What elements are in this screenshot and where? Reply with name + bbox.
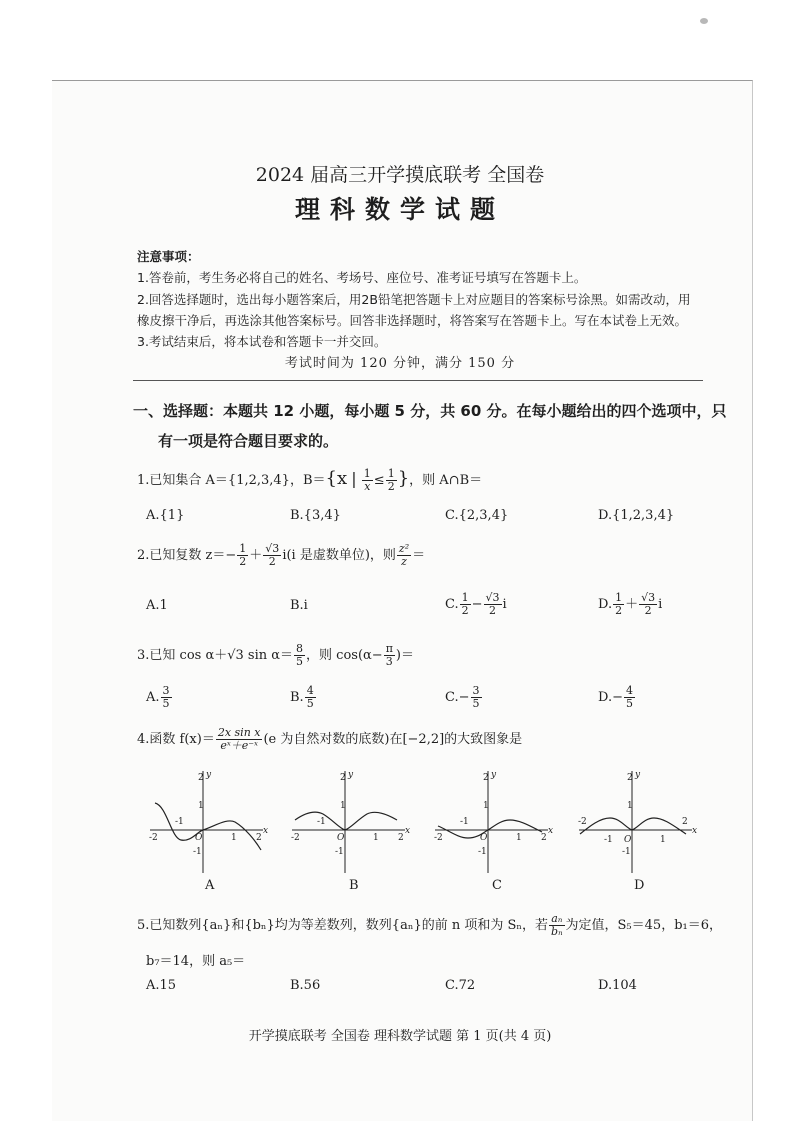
- graph-b: [287, 768, 412, 878]
- exam-subject-title: 理科数学试题: [294, 195, 505, 224]
- q1-option-c: C.{2,3,4}: [445, 508, 509, 523]
- svg-text:-2: -2: [578, 817, 587, 827]
- graph-a-axes: [150, 771, 263, 873]
- q3-option-c: C.− $\frac{3}{5}$: [445, 684, 480, 710]
- svg-text:x: x: [548, 826, 554, 836]
- tick-x-2: 2: [256, 833, 262, 843]
- graph-b-label: B: [349, 878, 359, 893]
- tick-y-2: 2: [198, 773, 204, 783]
- svg-text:1: 1: [660, 835, 666, 845]
- question-1: 1.已知集合 A＝{1,2,3,4}，B＝{x | $\frac{1}{x}$ ≤ $\frac{1}{2}$ }，则 A∩B＝: [137, 467, 483, 493]
- scan-speck: [700, 18, 708, 24]
- q2-option-c: C. $\frac{1}{2}$ − $\frac{√3}{2}$ i: [445, 591, 507, 617]
- notice-item-2a: 2.回答选择题时，选出每小题答案后，用2B铅笔把答题卡上对应题目的答案标号涂黑。如需改动，用: [137, 292, 691, 307]
- svg-text:y: y: [491, 770, 497, 780]
- q3-option-d: D.− $\frac{4}{5}$: [598, 684, 633, 710]
- svg-text:2: 2: [541, 833, 547, 843]
- question-2: 2.已知复数 z＝− $\frac{1}{2}$ ＋ $\frac{√3}{2}$ i(i 是虚数单位)，则 $\frac{\text{z²}}{z}$ ＝: [137, 542, 426, 568]
- svg-text:-1: -1: [604, 835, 613, 845]
- notice-item-2b: 橡皮擦干净后，再选涂其他答案标号。回答非选择题时，将答案写在答题卡上。写在本试卷上无效。: [137, 313, 688, 328]
- q1-option-d: D.{1,2,3,4}: [598, 508, 675, 523]
- q3-option-a: A. $\frac{3}{5}$: [146, 684, 170, 710]
- graph-c-curve: [438, 820, 542, 838]
- axis-x: x: [263, 826, 269, 836]
- q5-option-b: B.56: [290, 978, 321, 993]
- svg-text:-1: -1: [622, 847, 631, 857]
- graph-a-label: A: [205, 878, 215, 893]
- exam-title: 2024 届高三开学摸底联考 全国卷: [255, 164, 545, 186]
- svg-text:O: O: [337, 833, 345, 843]
- svg-text:2: 2: [340, 773, 346, 783]
- graph-a: [145, 768, 270, 878]
- q1-option-b: B.{3,4}: [290, 508, 341, 523]
- tick-y-1: 1: [198, 801, 204, 811]
- q5-option-d: D.104: [598, 978, 637, 993]
- page-footer: 开学摸底联考 全国卷 理科数学试题 第 1 页(共 4 页): [248, 1029, 552, 1044]
- tick-x-1: 1: [231, 833, 237, 843]
- svg-text:-1: -1: [335, 847, 344, 857]
- graph-c: [430, 768, 555, 878]
- svg-text:-2: -2: [434, 833, 443, 843]
- q5-option-a: A.15: [146, 978, 177, 993]
- tick-y-neg1: -1: [193, 847, 202, 857]
- q2-option-d: D. $\frac{1}{2}$ ＋ $\frac{√3}{2}$ i: [598, 591, 663, 617]
- section-heading: 一、选择题：本题共 12 小题，每小题 5 分，共 60 分。在每小题给出的四个选项中，只: [133, 402, 727, 420]
- axis-y: y: [206, 770, 212, 780]
- svg-text:x: x: [692, 826, 698, 836]
- exam-time: 考试时间为 120 分钟，满分 150 分: [284, 356, 516, 371]
- svg-text:1: 1: [340, 801, 346, 811]
- question-3: 3.已知 cos α＋√3 sin α＝ $\frac{8}{5}$ ，则 cos(α− $\frac{\pi}{3}$ )＝: [137, 642, 414, 668]
- svg-text:-1: -1: [460, 817, 469, 827]
- svg-text:2: 2: [398, 833, 404, 843]
- question-5-cont: b₇＝14，则 a₅＝: [146, 954, 246, 969]
- svg-text:O: O: [480, 833, 488, 843]
- q3-option-b: B. $\frac{4}{5}$: [290, 684, 314, 710]
- section-heading-cont: 有一项是符合题目要求的。: [158, 432, 339, 450]
- svg-text:1: 1: [627, 801, 633, 811]
- q5-option-c: C.72: [445, 978, 476, 993]
- q2-option-a: A.1: [146, 598, 168, 613]
- svg-text:y: y: [348, 770, 354, 780]
- graph-c-label: C: [492, 878, 502, 893]
- svg-text:-1: -1: [478, 847, 487, 857]
- q2-option-b: B.i: [290, 598, 308, 613]
- question-4: 4.函数 f(x)＝ $\frac{\text{2x sin x}}{\text{eˣ＋e⁻ˣ}}$ (e 为自然对数的底数)在[−2,2]的大致图象是: [137, 726, 523, 752]
- notice-item-1: 1.答卷前，考生务必将自己的姓名、考场号、座位号、准考证号填写在答题卡上。: [137, 270, 587, 285]
- divider: [133, 380, 703, 381]
- svg-text:1: 1: [483, 801, 489, 811]
- svg-text:-2: -2: [291, 833, 300, 843]
- graph-d-label: D: [634, 878, 645, 893]
- svg-text:1: 1: [516, 833, 522, 843]
- svg-text:1: 1: [373, 833, 379, 843]
- origin: O: [195, 833, 203, 843]
- svg-text:2: 2: [627, 773, 633, 783]
- notice-item-3: 3.考试结束后，将本试卷和答题卡一并交回。: [137, 334, 387, 349]
- svg-text:y: y: [635, 770, 641, 780]
- graph-d: [574, 768, 699, 878]
- svg-text:-1: -1: [317, 817, 326, 827]
- svg-text:O: O: [624, 835, 632, 845]
- graph-b-curve: [295, 812, 397, 830]
- graph-a-curve: [155, 803, 261, 850]
- question-5: 5.已知数列{aₙ}和{bₙ}均为等差数列，数列{aₙ}的前 n 项和为 Sₙ，若 $\frac{\text{aₙ}}{\text{bₙ}}$ 为定值，S₅＝45，b₁＝6，: [137, 912, 722, 938]
- notice-heading: 注意事项：: [137, 249, 200, 264]
- tick-x-neg2: -2: [149, 833, 158, 843]
- q1-option-a: A.{1}: [146, 508, 185, 523]
- graph-d-curve: [580, 818, 686, 834]
- svg-text:2: 2: [483, 773, 489, 783]
- tick-x-neg1: -1: [175, 817, 184, 827]
- svg-text:2: 2: [682, 817, 688, 827]
- svg-text:x: x: [405, 826, 411, 836]
